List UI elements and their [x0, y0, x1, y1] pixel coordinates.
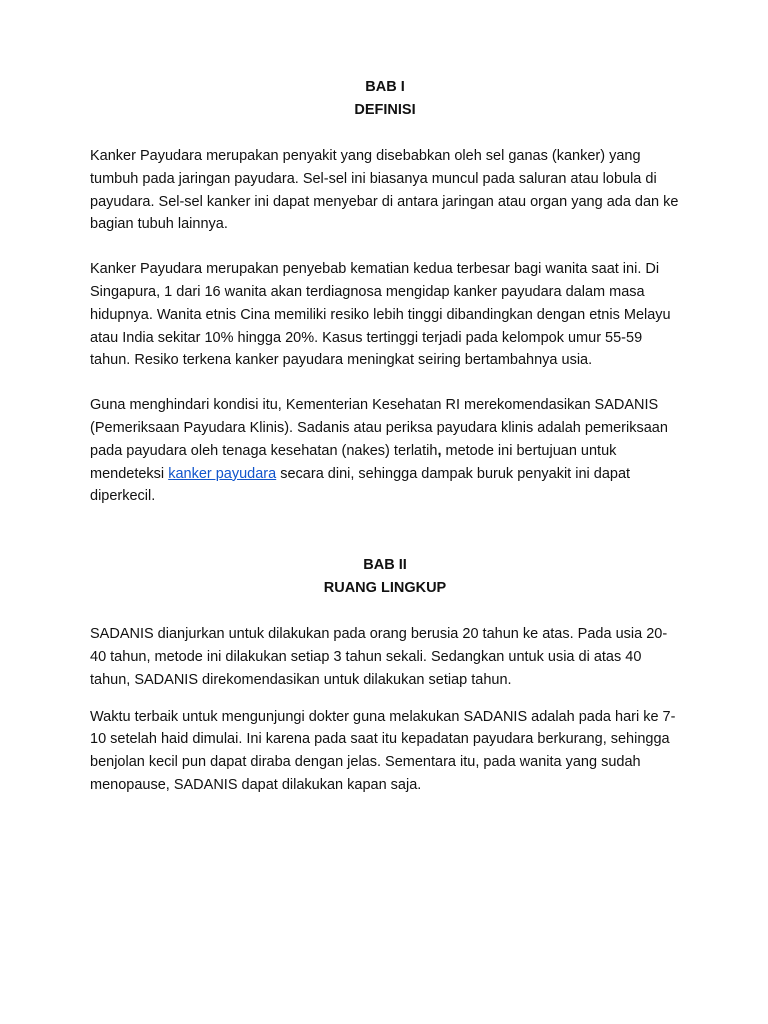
- scope-paragraph-2: Waktu terbaik untuk mengunjungi dokter guna melakukan SADANIS adalah pada hari ke 7-10 setelah haid dimulai. Ini karena pada saat itu kepadatan payudara berkurang, sehingga benjolan kecil pun dapat diraba dengan jelas. Sementara itu, pada wanita yang sudah menopause, SADANIS dapat dilakukan kapan saja.: [90, 708, 676, 793]
- chapter-1-title: DEFINISI: [354, 102, 416, 118]
- kanker-payudara-link[interactable]: kanker payudara: [168, 465, 277, 482]
- paragraph-3-text-end: secara dini, sehingga dampak buruk penyakit ini dapat diperkecil.: [90, 465, 631, 505]
- definition-paragraph-2: Kanker Payudara merupakan penyebab kematian kedua terbesar bagi wanita saat ini. Di Singapura, 1 dari 16 wanita akan terdiagnosa mengidap kanker payudara dalam masa hidupnya. Wanita etnis Cina memiliki resiko lebih tinggi dibandingkan dengan etnis Melayu atau India sekitar 10% hingga 20%. Kasus tertinggi terjadi pada kelompok umur 55-59 tahun. Resiko terkena kanker payudara meningkat seiring bertambahnya usia.: [90, 261, 671, 369]
- scope-paragraph-1: SADANIS dianjurkan untuk dilakukan pada orang berusia 20 tahun ke atas. Pada usia 20-40 tahun, metode ini dilakukan setiap 3 tahun sekali. Sedangkan untuk usia di atas 40 tahun, SADANIS direkomendasikan untuk dilakukan setiap tahun.: [90, 626, 668, 688]
- paragraph-3-text-start: Guna menghindari kondisi itu, Kementerian Kesehatan RI merekomendasikan SADANIS (Pemeriksaan Payudara Klinis). Sadanis atau periksa payudara klinis adalah pemeriksaan pada payudara oleh tenaga kesehatan (nakes) terlatih: [90, 397, 668, 459]
- chapter-1-label: BAB I: [365, 79, 405, 95]
- paragraph-3-text-middle: metode ini bertujuan untuk mendeteksi: [90, 442, 617, 482]
- definition-paragraph-1: Kanker Payudara merupakan penyakit yang disebabkan oleh sel ganas (kanker) yang tumbuh pada jaringan payudara. Sel-sel ini biasanya muncul pada saluran atau lobula di payudara. Sel-sel kanker ini dapat menyebar di antara jaringan atau organ yang ada dan ke bagian tubuh lainnya.: [90, 148, 679, 233]
- chapter-2-label: BAB II: [363, 557, 407, 574]
- chapter-2-title: RUANG LINGKUP: [323, 580, 447, 597]
- document-page: [90, 76, 680, 797]
- definition-paragraph-3: [90, 394, 680, 508]
- paragraph-3-comma: ,: [437, 442, 442, 459]
